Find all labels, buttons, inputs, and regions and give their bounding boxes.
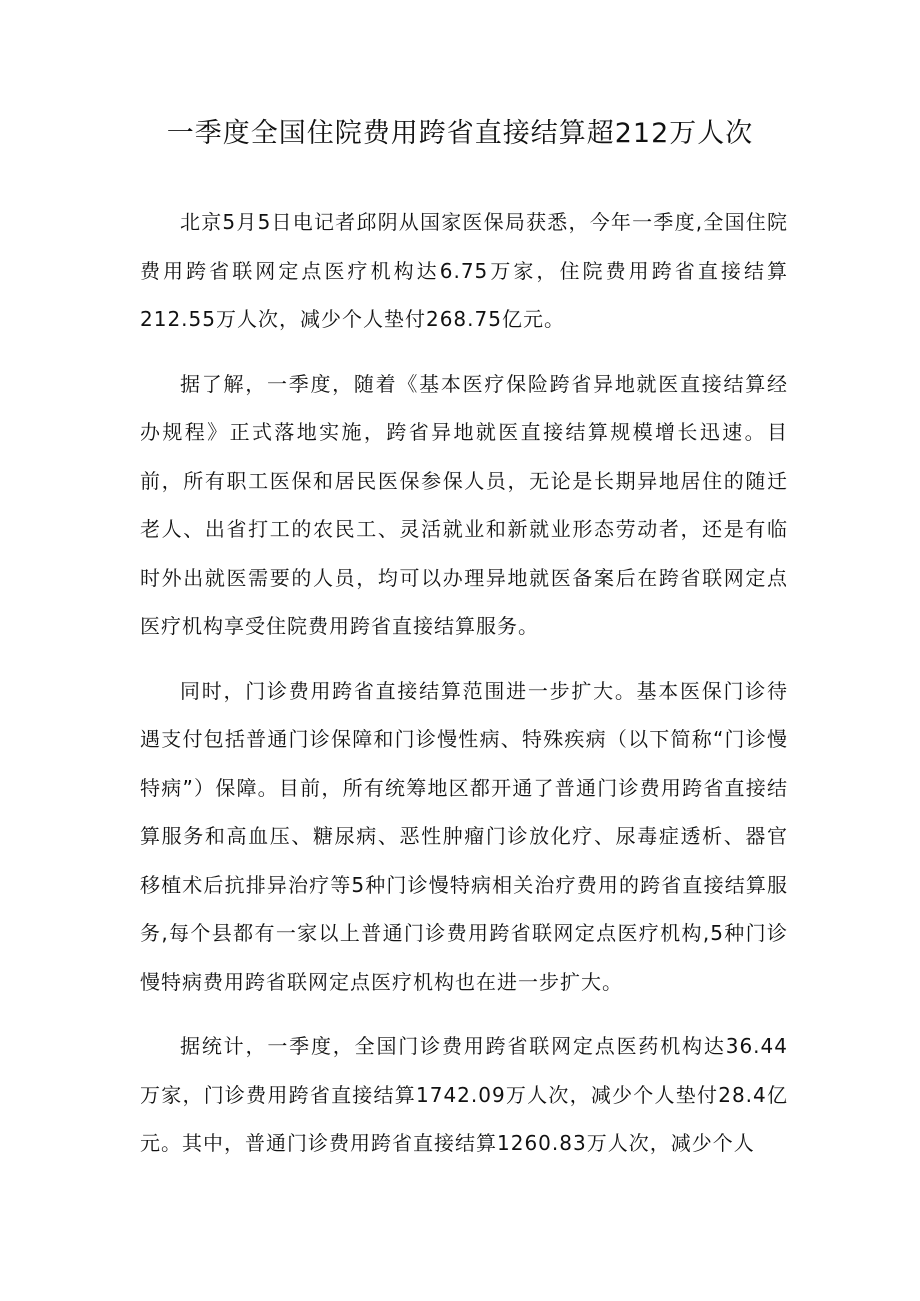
document-title: 一季度全国住院费用跨省直接结算超212万人次 — [166, 118, 754, 149]
document-body — [140, 198, 788, 1184]
paragraph-2: 据了解，一季度，随着《基本医疗保险跨省异地就医直接结算经办规程》正式落地实施，跨省异地就医直接结算规模增长迅速。目前，所有职工医保和居民医保参保人员，无论是长期异地居住的随迁老人、出省打工的农民工、灵活就业和新就业形态劳动者，还是有临时外出就医需要的人员，均可以办理异地就医备案后在跨省联网定点医疗机构享受住院费用跨省直接结算服务。 — [140, 371, 788, 638]
paragraph-1: 北京5月5日电记者邱阴从国家医保局获悉，今年一季度,全国住院费用跨省联网定点医疗机构达6.75万家，住院费用跨省直接结算212.55万人次，减少个人垫付268.75亿元。 — [140, 210, 788, 331]
paragraph-3: 同时，门诊费用跨省直接结算范围进一步扩大。基本医保门诊待遇支付包括普通门诊保障和门诊慢性病、特殊疾病（以下简称“门诊慢特病”）保障。目前，所有统筹地区都开通了普通门诊费用跨省直接结算服务和高血压、糖尿病、恶性肿瘤门诊放化疗、尿毒症透析、器官移植术后抗排异治疗等5种门诊慢特病相关治疗费用的跨省直接结算服务,每个县都有一家以上普通门诊费用跨省联网定点医疗机构,5种门诊慢特病费用跨省联网定点医疗机构也在进一步扩大。 — [140, 678, 788, 994]
paragraph-4: 据统计，一季度，全国门诊费用跨省联网定点医药机构达36.44万家，门诊费用跨省直接结算1742.09万人次，减少个人垫付28.4亿元。其中，普通门诊费用跨省直接结算1260.83万人次，减少个人 — [140, 1034, 788, 1155]
